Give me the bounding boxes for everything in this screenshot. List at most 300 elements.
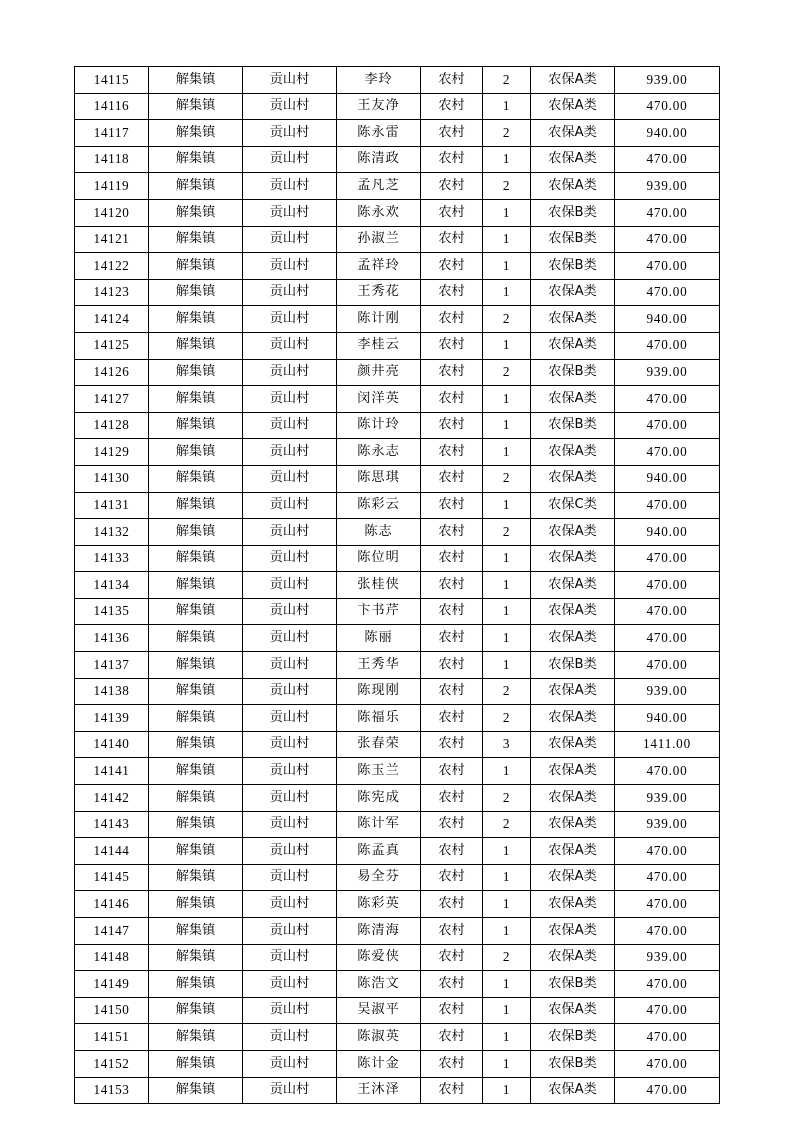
cell-insurance-type: 农保A类 xyxy=(531,465,615,492)
cell-serial: 14140 xyxy=(75,731,149,758)
cell-name: 王沐泽 xyxy=(337,1077,421,1104)
table-row xyxy=(75,838,720,865)
cell-township: 解集镇 xyxy=(149,492,243,519)
table-row xyxy=(75,705,720,732)
cell-name: 陈丽 xyxy=(337,625,421,652)
cell-township: 解集镇 xyxy=(149,519,243,546)
cell-insurance-type: 农保A类 xyxy=(531,625,615,652)
cell-serial: 14144 xyxy=(75,838,149,865)
cell-insurance-type: 农保A类 xyxy=(531,705,615,732)
cell-township: 解集镇 xyxy=(149,146,243,173)
cell-people-count: 1 xyxy=(483,891,531,918)
cell-people-count: 1 xyxy=(483,1024,531,1051)
cell-village: 贡山村 xyxy=(243,226,337,253)
cell-amount: 470.00 xyxy=(615,891,720,918)
cell-people-count: 1 xyxy=(483,598,531,625)
cell-village: 贡山村 xyxy=(243,146,337,173)
cell-township: 解集镇 xyxy=(149,359,243,386)
cell-name: 陈计刚 xyxy=(337,306,421,333)
cell-insurance-type: 农保C类 xyxy=(531,492,615,519)
cell-serial: 14117 xyxy=(75,120,149,147)
cell-name: 陈志 xyxy=(337,519,421,546)
cell-township: 解集镇 xyxy=(149,944,243,971)
cell-category: 农村 xyxy=(421,545,483,572)
cell-village: 贡山村 xyxy=(243,545,337,572)
cell-serial: 14145 xyxy=(75,864,149,891)
cell-village: 贡山村 xyxy=(243,598,337,625)
cell-category: 农村 xyxy=(421,439,483,466)
cell-serial: 14121 xyxy=(75,226,149,253)
cell-insurance-type: 农保A类 xyxy=(531,838,615,865)
cell-township: 解集镇 xyxy=(149,199,243,226)
cell-name: 陈彩英 xyxy=(337,891,421,918)
cell-people-count: 1 xyxy=(483,199,531,226)
cell-amount: 939.00 xyxy=(615,173,720,200)
cell-insurance-type: 农保A类 xyxy=(531,944,615,971)
cell-amount: 470.00 xyxy=(615,226,720,253)
cell-insurance-type: 农保A类 xyxy=(531,332,615,359)
table-row xyxy=(75,439,720,466)
cell-village: 贡山村 xyxy=(243,492,337,519)
cell-category: 农村 xyxy=(421,572,483,599)
cell-category: 农村 xyxy=(421,1077,483,1104)
cell-amount: 470.00 xyxy=(615,997,720,1024)
cell-village: 贡山村 xyxy=(243,279,337,306)
cell-serial: 14137 xyxy=(75,652,149,679)
cell-amount: 470.00 xyxy=(615,758,720,785)
cell-township: 解集镇 xyxy=(149,226,243,253)
cell-insurance-type: 农保B类 xyxy=(531,199,615,226)
cell-township: 解集镇 xyxy=(149,279,243,306)
cell-people-count: 3 xyxy=(483,731,531,758)
table-row xyxy=(75,971,720,998)
cell-insurance-type: 农保A类 xyxy=(531,439,615,466)
cell-people-count: 2 xyxy=(483,811,531,838)
cell-people-count: 1 xyxy=(483,253,531,280)
cell-insurance-type: 农保A类 xyxy=(531,386,615,413)
cell-category: 农村 xyxy=(421,1050,483,1077)
cell-serial: 14133 xyxy=(75,545,149,572)
table-row xyxy=(75,891,720,918)
cell-village: 贡山村 xyxy=(243,359,337,386)
cell-amount: 470.00 xyxy=(615,386,720,413)
cell-amount: 470.00 xyxy=(615,545,720,572)
cell-people-count: 2 xyxy=(483,120,531,147)
cell-township: 解集镇 xyxy=(149,439,243,466)
cell-category: 农村 xyxy=(421,625,483,652)
cell-village: 贡山村 xyxy=(243,678,337,705)
cell-village: 贡山村 xyxy=(243,838,337,865)
cell-category: 农村 xyxy=(421,811,483,838)
cell-people-count: 1 xyxy=(483,997,531,1024)
cell-serial: 14142 xyxy=(75,785,149,812)
table-row xyxy=(75,1077,720,1104)
cell-name: 陈永欢 xyxy=(337,199,421,226)
cell-amount: 1411.00 xyxy=(615,731,720,758)
cell-category: 农村 xyxy=(421,1024,483,1051)
cell-amount: 470.00 xyxy=(615,838,720,865)
cell-amount: 940.00 xyxy=(615,120,720,147)
cell-insurance-type: 农保B类 xyxy=(531,253,615,280)
table-row xyxy=(75,279,720,306)
cell-name: 陈福乐 xyxy=(337,705,421,732)
cell-people-count: 2 xyxy=(483,785,531,812)
cell-name: 卞书芹 xyxy=(337,598,421,625)
cell-township: 解集镇 xyxy=(149,253,243,280)
cell-insurance-type: 农保B类 xyxy=(531,1024,615,1051)
cell-category: 农村 xyxy=(421,997,483,1024)
cell-category: 农村 xyxy=(421,93,483,120)
cell-serial: 14146 xyxy=(75,891,149,918)
cell-township: 解集镇 xyxy=(149,598,243,625)
table-row xyxy=(75,359,720,386)
cell-people-count: 1 xyxy=(483,625,531,652)
cell-township: 解集镇 xyxy=(149,1050,243,1077)
cell-serial: 14127 xyxy=(75,386,149,413)
cell-village: 贡山村 xyxy=(243,758,337,785)
cell-township: 解集镇 xyxy=(149,652,243,679)
cell-insurance-type: 农保B类 xyxy=(531,1050,615,1077)
cell-people-count: 1 xyxy=(483,412,531,439)
cell-township: 解集镇 xyxy=(149,572,243,599)
cell-category: 农村 xyxy=(421,412,483,439)
cell-insurance-type: 农保A类 xyxy=(531,146,615,173)
cell-amount: 470.00 xyxy=(615,1050,720,1077)
cell-category: 农村 xyxy=(421,731,483,758)
cell-serial: 14126 xyxy=(75,359,149,386)
cell-people-count: 1 xyxy=(483,226,531,253)
cell-township: 解集镇 xyxy=(149,120,243,147)
table-row xyxy=(75,864,720,891)
cell-village: 贡山村 xyxy=(243,971,337,998)
cell-insurance-type: 农保A类 xyxy=(531,67,615,94)
table-row xyxy=(75,199,720,226)
cell-people-count: 1 xyxy=(483,652,531,679)
cell-village: 贡山村 xyxy=(243,864,337,891)
cell-amount: 470.00 xyxy=(615,598,720,625)
cell-serial: 14120 xyxy=(75,199,149,226)
cell-village: 贡山村 xyxy=(243,412,337,439)
cell-township: 解集镇 xyxy=(149,918,243,945)
cell-township: 解集镇 xyxy=(149,67,243,94)
cell-category: 农村 xyxy=(421,918,483,945)
table-row xyxy=(75,918,720,945)
cell-serial: 14136 xyxy=(75,625,149,652)
cell-serial: 14129 xyxy=(75,439,149,466)
cell-insurance-type: 农保B类 xyxy=(531,971,615,998)
cell-insurance-type: 农保A类 xyxy=(531,678,615,705)
cell-insurance-type: 农保B类 xyxy=(531,359,615,386)
cell-amount: 470.00 xyxy=(615,625,720,652)
cell-category: 农村 xyxy=(421,678,483,705)
cell-name: 陈宪成 xyxy=(337,785,421,812)
cell-insurance-type: 农保A类 xyxy=(531,731,615,758)
cell-serial: 14151 xyxy=(75,1024,149,1051)
cell-people-count: 2 xyxy=(483,944,531,971)
cell-insurance-type: 农保A类 xyxy=(531,306,615,333)
cell-people-count: 1 xyxy=(483,386,531,413)
cell-amount: 939.00 xyxy=(615,811,720,838)
cell-township: 解集镇 xyxy=(149,705,243,732)
cell-people-count: 1 xyxy=(483,838,531,865)
cell-township: 解集镇 xyxy=(149,891,243,918)
roster-table-body xyxy=(75,67,720,1104)
cell-category: 农村 xyxy=(421,891,483,918)
cell-category: 农村 xyxy=(421,971,483,998)
cell-insurance-type: 农保A类 xyxy=(531,572,615,599)
cell-amount: 939.00 xyxy=(615,944,720,971)
cell-people-count: 1 xyxy=(483,971,531,998)
cell-serial: 14128 xyxy=(75,412,149,439)
cell-category: 农村 xyxy=(421,386,483,413)
cell-amount: 940.00 xyxy=(615,519,720,546)
table-row xyxy=(75,758,720,785)
cell-serial: 14122 xyxy=(75,253,149,280)
cell-serial: 14149 xyxy=(75,971,149,998)
cell-village: 贡山村 xyxy=(243,918,337,945)
table-row xyxy=(75,785,720,812)
cell-people-count: 2 xyxy=(483,173,531,200)
cell-name: 王秀华 xyxy=(337,652,421,679)
cell-insurance-type: 农保A类 xyxy=(531,519,615,546)
cell-name: 陈玉兰 xyxy=(337,758,421,785)
cell-township: 解集镇 xyxy=(149,306,243,333)
cell-township: 解集镇 xyxy=(149,811,243,838)
cell-category: 农村 xyxy=(421,199,483,226)
table-row xyxy=(75,146,720,173)
cell-serial: 14119 xyxy=(75,173,149,200)
table-row xyxy=(75,120,720,147)
cell-amount: 939.00 xyxy=(615,67,720,94)
cell-people-count: 1 xyxy=(483,758,531,785)
cell-township: 解集镇 xyxy=(149,625,243,652)
cell-amount: 939.00 xyxy=(615,359,720,386)
cell-township: 解集镇 xyxy=(149,731,243,758)
cell-village: 贡山村 xyxy=(243,173,337,200)
cell-township: 解集镇 xyxy=(149,678,243,705)
cell-name: 张桂侠 xyxy=(337,572,421,599)
cell-insurance-type: 农保A类 xyxy=(531,1077,615,1104)
table-row xyxy=(75,173,720,200)
cell-name: 颜井亮 xyxy=(337,359,421,386)
table-row xyxy=(75,465,720,492)
cell-village: 贡山村 xyxy=(243,386,337,413)
cell-category: 农村 xyxy=(421,705,483,732)
cell-category: 农村 xyxy=(421,598,483,625)
cell-serial: 14150 xyxy=(75,997,149,1024)
cell-serial: 14134 xyxy=(75,572,149,599)
cell-amount: 470.00 xyxy=(615,864,720,891)
table-row xyxy=(75,811,720,838)
table-row xyxy=(75,332,720,359)
table-row xyxy=(75,572,720,599)
cell-township: 解集镇 xyxy=(149,838,243,865)
cell-category: 农村 xyxy=(421,492,483,519)
table-row xyxy=(75,1024,720,1051)
cell-category: 农村 xyxy=(421,838,483,865)
cell-serial: 14130 xyxy=(75,465,149,492)
cell-name: 陈孟真 xyxy=(337,838,421,865)
table-row xyxy=(75,598,720,625)
cell-village: 贡山村 xyxy=(243,572,337,599)
cell-name: 陈爱侠 xyxy=(337,944,421,971)
cell-insurance-type: 农保A类 xyxy=(531,997,615,1024)
cell-amount: 940.00 xyxy=(615,465,720,492)
cell-serial: 14139 xyxy=(75,705,149,732)
cell-name: 陈思琪 xyxy=(337,465,421,492)
cell-people-count: 1 xyxy=(483,93,531,120)
table-row xyxy=(75,93,720,120)
cell-amount: 470.00 xyxy=(615,199,720,226)
table-row xyxy=(75,1050,720,1077)
cell-township: 解集镇 xyxy=(149,785,243,812)
cell-category: 农村 xyxy=(421,519,483,546)
cell-insurance-type: 农保A类 xyxy=(531,279,615,306)
cell-serial: 14148 xyxy=(75,944,149,971)
table-row xyxy=(75,253,720,280)
cell-insurance-type: 农保B类 xyxy=(531,226,615,253)
cell-category: 农村 xyxy=(421,652,483,679)
cell-name: 陈计军 xyxy=(337,811,421,838)
table-row xyxy=(75,492,720,519)
cell-category: 农村 xyxy=(421,253,483,280)
cell-village: 贡山村 xyxy=(243,1050,337,1077)
cell-amount: 470.00 xyxy=(615,652,720,679)
cell-insurance-type: 农保A类 xyxy=(531,120,615,147)
cell-people-count: 2 xyxy=(483,359,531,386)
cell-village: 贡山村 xyxy=(243,944,337,971)
table-row xyxy=(75,306,720,333)
cell-serial: 14152 xyxy=(75,1050,149,1077)
cell-insurance-type: 农保A类 xyxy=(531,173,615,200)
cell-serial: 14125 xyxy=(75,332,149,359)
cell-name: 陈清海 xyxy=(337,918,421,945)
cell-serial: 14138 xyxy=(75,678,149,705)
cell-name: 陈浩文 xyxy=(337,971,421,998)
cell-serial: 14147 xyxy=(75,918,149,945)
cell-serial: 14124 xyxy=(75,306,149,333)
cell-name: 吴淑平 xyxy=(337,997,421,1024)
cell-people-count: 1 xyxy=(483,1050,531,1077)
cell-serial: 14116 xyxy=(75,93,149,120)
cell-serial: 14123 xyxy=(75,279,149,306)
cell-insurance-type: 农保A类 xyxy=(531,811,615,838)
cell-name: 孟祥玲 xyxy=(337,253,421,280)
cell-name: 李玲 xyxy=(337,67,421,94)
cell-township: 解集镇 xyxy=(149,386,243,413)
cell-name: 闵洋英 xyxy=(337,386,421,413)
cell-people-count: 1 xyxy=(483,332,531,359)
cell-amount: 470.00 xyxy=(615,1077,720,1104)
cell-category: 农村 xyxy=(421,944,483,971)
cell-insurance-type: 农保A类 xyxy=(531,864,615,891)
cell-village: 贡山村 xyxy=(243,306,337,333)
table-row xyxy=(75,519,720,546)
cell-people-count: 2 xyxy=(483,678,531,705)
cell-category: 农村 xyxy=(421,173,483,200)
cell-amount: 939.00 xyxy=(615,678,720,705)
cell-township: 解集镇 xyxy=(149,545,243,572)
cell-serial: 14132 xyxy=(75,519,149,546)
cell-category: 农村 xyxy=(421,359,483,386)
cell-people-count: 1 xyxy=(483,918,531,945)
cell-insurance-type: 农保A类 xyxy=(531,598,615,625)
cell-township: 解集镇 xyxy=(149,758,243,785)
cell-township: 解集镇 xyxy=(149,332,243,359)
cell-village: 贡山村 xyxy=(243,785,337,812)
cell-village: 贡山村 xyxy=(243,332,337,359)
table-row xyxy=(75,625,720,652)
cell-village: 贡山村 xyxy=(243,811,337,838)
cell-amount: 470.00 xyxy=(615,492,720,519)
cell-amount: 940.00 xyxy=(615,306,720,333)
cell-insurance-type: 农保A类 xyxy=(531,785,615,812)
cell-name: 陈清政 xyxy=(337,146,421,173)
cell-name: 孟凡芝 xyxy=(337,173,421,200)
cell-name: 陈永志 xyxy=(337,439,421,466)
cell-village: 贡山村 xyxy=(243,705,337,732)
cell-village: 贡山村 xyxy=(243,891,337,918)
cell-serial: 14115 xyxy=(75,67,149,94)
cell-name: 陈淑英 xyxy=(337,1024,421,1051)
cell-category: 农村 xyxy=(421,67,483,94)
cell-category: 农村 xyxy=(421,306,483,333)
cell-category: 农村 xyxy=(421,332,483,359)
cell-village: 贡山村 xyxy=(243,439,337,466)
cell-people-count: 2 xyxy=(483,67,531,94)
cell-village: 贡山村 xyxy=(243,625,337,652)
table-row xyxy=(75,944,720,971)
cell-insurance-type: 农保B类 xyxy=(531,652,615,679)
cell-village: 贡山村 xyxy=(243,731,337,758)
cell-name: 陈位明 xyxy=(337,545,421,572)
cell-name: 李桂云 xyxy=(337,332,421,359)
cell-village: 贡山村 xyxy=(243,199,337,226)
cell-insurance-type: 农保A类 xyxy=(531,758,615,785)
cell-amount: 939.00 xyxy=(615,785,720,812)
cell-category: 农村 xyxy=(421,146,483,173)
cell-township: 解集镇 xyxy=(149,864,243,891)
cell-amount: 470.00 xyxy=(615,93,720,120)
cell-village: 贡山村 xyxy=(243,652,337,679)
cell-category: 农村 xyxy=(421,120,483,147)
cell-insurance-type: 农保A类 xyxy=(531,891,615,918)
cell-people-count: 2 xyxy=(483,705,531,732)
table-row xyxy=(75,412,720,439)
table-row xyxy=(75,386,720,413)
cell-township: 解集镇 xyxy=(149,1077,243,1104)
cell-amount: 470.00 xyxy=(615,572,720,599)
cell-people-count: 1 xyxy=(483,864,531,891)
table-row xyxy=(75,226,720,253)
cell-serial: 14143 xyxy=(75,811,149,838)
cell-amount: 470.00 xyxy=(615,918,720,945)
cell-insurance-type: 农保A类 xyxy=(531,545,615,572)
cell-serial: 14135 xyxy=(75,598,149,625)
cell-village: 贡山村 xyxy=(243,997,337,1024)
cell-amount: 470.00 xyxy=(615,1024,720,1051)
cell-people-count: 1 xyxy=(483,545,531,572)
cell-amount: 470.00 xyxy=(615,253,720,280)
cell-village: 贡山村 xyxy=(243,1024,337,1051)
cell-township: 解集镇 xyxy=(149,173,243,200)
cell-category: 农村 xyxy=(421,864,483,891)
table-row xyxy=(75,997,720,1024)
cell-township: 解集镇 xyxy=(149,971,243,998)
table-row xyxy=(75,545,720,572)
cell-village: 贡山村 xyxy=(243,253,337,280)
cell-category: 农村 xyxy=(421,758,483,785)
